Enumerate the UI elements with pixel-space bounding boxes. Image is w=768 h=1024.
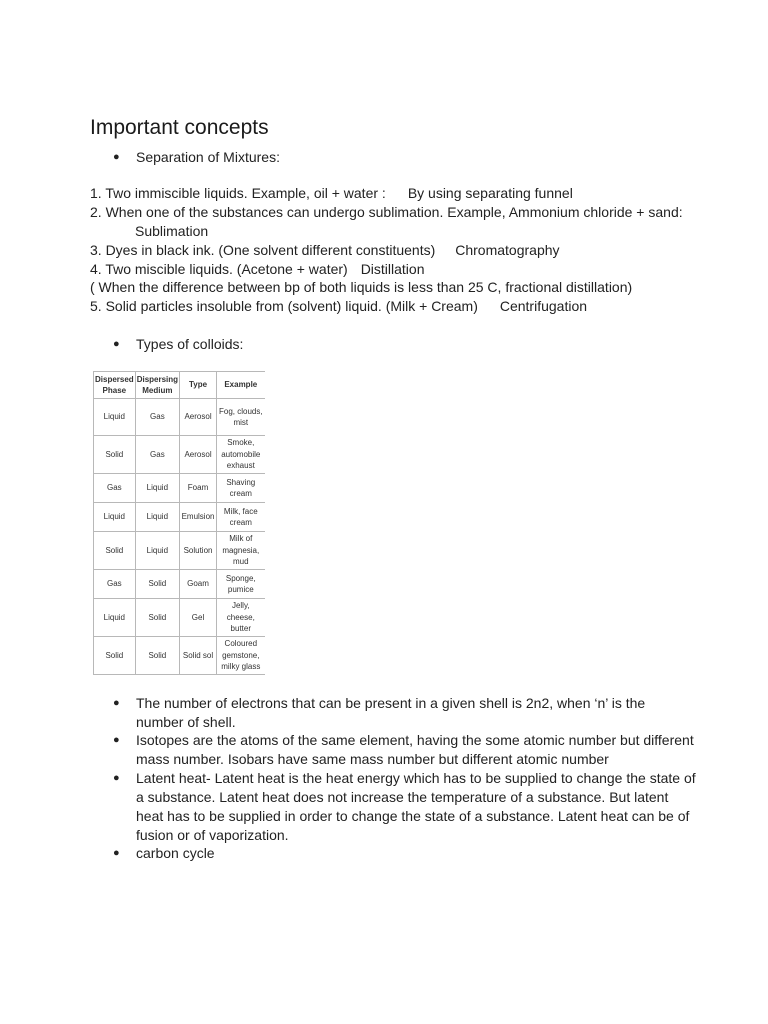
table-cell: Milk, face cream <box>217 503 265 532</box>
table-cell: Milk of magnesia, mud <box>217 532 265 570</box>
table-cell: Foam <box>180 474 217 503</box>
bullet-icon: ● <box>113 697 120 709</box>
table-row <box>94 637 265 675</box>
mixture-line-1 <box>90 184 573 203</box>
bullet-icon: ● <box>113 772 120 784</box>
table-cell: Smoke, automobile exhaust <box>217 436 265 474</box>
table-cell: Coloured gemstone, milky glass <box>217 637 265 675</box>
bullet-icon: ● <box>113 734 120 746</box>
fact-text: Latent heat- Latent heat is the heat energy which has to be supplied to change the state of a substance. Latent heat does not increase the temperature of a substance. But latent heat has to be supplied in order to change the state of a substance. Latent heat can be of fusion or of vaporization. <box>136 770 696 843</box>
table-cell: Liquid <box>94 399 136 436</box>
table-cell: Solid <box>94 436 136 474</box>
mixture-method: Distillation <box>360 261 425 277</box>
bullet-icon: ● <box>113 151 120 163</box>
table-cell: Solid sol <box>180 637 217 675</box>
page-title: Important concepts <box>90 116 269 139</box>
table-cell: Shaving cream <box>217 474 265 503</box>
mixture-text: 2. When one of the substances can undergo sublimation. Example, Ammonium chloride + sand: <box>90 204 683 220</box>
mixture-text: 1. Two immiscible liquids. Example, oil + water : <box>90 185 386 201</box>
mixture-text: 4. Two miscible liquids. (Acetone + water) <box>90 261 348 277</box>
table-cell: Liquid <box>135 474 179 503</box>
column-header: Example <box>217 372 265 399</box>
column-header: Dispersing Medium <box>135 372 179 399</box>
table-cell: Solid <box>135 599 179 637</box>
column-header: Dispersed Phase <box>94 372 136 399</box>
fact-text: carbon cycle <box>136 845 215 861</box>
table-cell: Jelly, cheese, butter <box>217 599 265 637</box>
table-row <box>94 436 265 474</box>
table-cell: Liquid <box>94 599 136 637</box>
mixture-method: Sublimation <box>135 223 209 239</box>
table-row <box>94 474 265 503</box>
table-cell: Emulsion <box>180 503 217 532</box>
table-row <box>94 570 265 599</box>
mixture-line-5 <box>90 297 587 316</box>
table-row <box>94 532 265 570</box>
mixture-line-2 <box>90 203 683 222</box>
table-cell: Solid <box>94 532 136 570</box>
table-cell: Solid <box>135 637 179 675</box>
table-cell: Liquid <box>135 532 179 570</box>
mixture-text: 3. Dyes in black ink. (One solvent different constituents) <box>90 242 436 258</box>
table-cell: Gas <box>135 436 179 474</box>
table-cell: Aerosol <box>180 399 217 436</box>
fact-text: Isotopes are the atoms of the same element, having the some atomic number but different mass number. Isobars have same mass number but different atomic number <box>136 732 694 767</box>
column-header: Type <box>180 372 217 399</box>
mixture-line-3 <box>90 241 560 260</box>
table-row <box>94 399 265 436</box>
table-cell: Liquid <box>135 503 179 532</box>
table-cell: Goam <box>180 570 217 599</box>
colloid-table <box>93 371 265 675</box>
section-label-separation: Separation of Mixtures: <box>136 149 280 165</box>
mixture-text: 5. Solid particles insoluble from (solvent) liquid. (Milk + Cream) <box>90 298 478 314</box>
table-cell: Aerosol <box>180 436 217 474</box>
table-cell: Solution <box>180 532 217 570</box>
mixture-method-line-2 <box>135 222 208 241</box>
table-cell: Liquid <box>94 503 136 532</box>
fact-text: The number of electrons that can be present in a given shell is 2n2, when ‘n’ is the number of shell. <box>136 695 646 730</box>
table-cell: Sponge, pumice <box>217 570 265 599</box>
mixture-line-note <box>90 278 632 297</box>
mixture-line-4 <box>90 260 425 279</box>
table-cell: Solid <box>135 570 179 599</box>
table-cell: Gas <box>94 570 136 599</box>
table-cell: Fog, clouds, mist <box>217 399 265 436</box>
bullet-icon: ● <box>113 338 120 350</box>
mixture-method: Centrifugation <box>499 298 588 314</box>
section-label-colloids: Types of colloids: <box>136 336 244 352</box>
bullet-icon: ● <box>113 847 120 859</box>
table-row <box>94 503 265 532</box>
table-cell: Gas <box>135 399 179 436</box>
table-cell: Gel <box>180 599 217 637</box>
table-cell: Solid <box>94 637 136 675</box>
mixture-note: ( When the difference between bp of both liquids is less than 25 C, fractional distillation) <box>90 279 633 295</box>
table-header-row <box>94 372 265 399</box>
mixture-method: By using separating funnel <box>407 185 573 201</box>
table-cell: Gas <box>94 474 136 503</box>
mixture-method: Chromatography <box>455 242 560 258</box>
table-row <box>94 599 265 637</box>
